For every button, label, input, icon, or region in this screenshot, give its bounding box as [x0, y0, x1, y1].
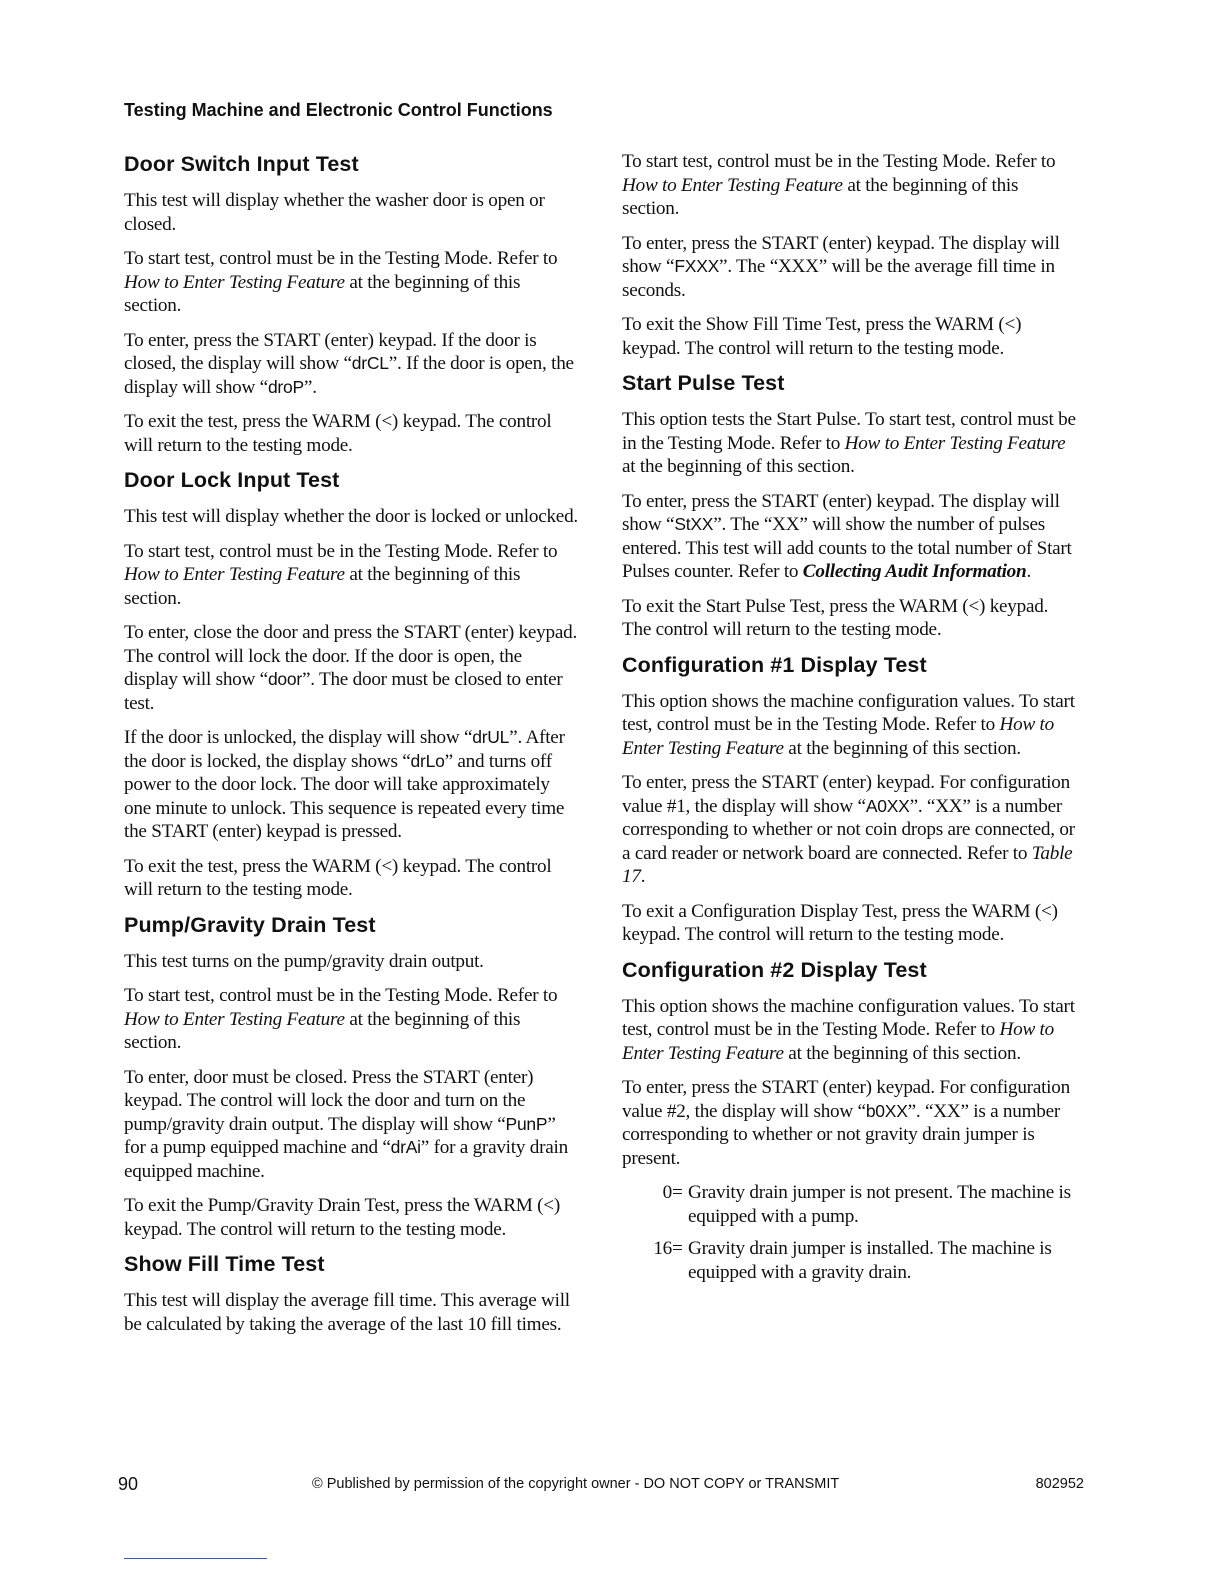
pump-drain-p4: To exit the Pump/Gravity Drain Test, press the WARM (<) keypad. The control will return to the testing mode. [124, 1195, 560, 1240]
door-switch-p1: This test will display whether the washer door is open or closed. [124, 190, 545, 235]
page-footer [118, 1474, 1084, 1494]
start-pulse-heading: Start Pulse Test [622, 371, 785, 395]
door-switch-section [124, 152, 580, 457]
pump-drain-section [124, 913, 580, 1242]
audit-info-link[interactable]: Collecting Audit Information [802, 561, 1027, 582]
list-item-value: 0 [662, 1182, 672, 1203]
left-column [124, 148, 580, 1347]
door-switch-p2: To start test, control must be in the Testing Mode. Refer to How to Enter Testing Feature at the beginning of this section. [124, 248, 558, 316]
list-item [622, 1181, 1078, 1228]
display-code: PunP [505, 1113, 548, 1134]
door-lock-p3: To enter, close the door and press the START (enter) keypad. The control will lock the door. If the door is open, the display will show “door”. The door must be closed to enter test. [124, 622, 577, 714]
display-code: A0XX [865, 795, 910, 816]
start-pulse-section [622, 371, 1078, 642]
list-item-equals: = [672, 1238, 683, 1259]
list-item [622, 1237, 1078, 1284]
list-item-equals: = [672, 1182, 683, 1203]
door-lock-p4: If the door is unlocked, the display will show “drUL”. After the door is locked, the display shows “drLo” and turns off power to the door lock. The door will take approximately one minute to unlock. This sequence is repeated every time the START (enter) keypad is pressed. [124, 727, 565, 842]
display-code: FXXX [674, 256, 720, 276]
testing-feature-link[interactable]: How to Enter Testing Feature [622, 714, 1054, 759]
fill-time-continued [622, 150, 1078, 360]
display-code: b0XX [865, 1100, 908, 1121]
display-code: drCL [351, 353, 389, 373]
running-title: Testing Machine and Electronic Control Functions [124, 100, 553, 120]
list-item-text: Gravity drain jumper is installed. The machine is equipped with a gravity drain. [688, 1238, 1052, 1283]
door-lock-p2: To start test, control must be in the Testing Mode. Refer to How to Enter Testing Feature at the beginning of this section. [124, 540, 558, 609]
config2-value-list [622, 1181, 1078, 1284]
testing-feature-link[interactable]: How to Enter Testing Feature [622, 1019, 1054, 1064]
display-code: StXX [674, 514, 714, 534]
copyright-notice: © Published by permission of the copyright owner - DO NOT COPY or TRANSMIT [312, 1476, 840, 1492]
door-switch-p4: To exit the test, press the WARM (<) keypad. The control will return to the testing mode. [124, 411, 552, 456]
config1-p2: To enter, press the START (enter) keypad. For configuration value #1, the display will show “A0XX”. “XX” is a number corresponding to whether or not coin drops are connected, or a card reader or network board are connected. Refer to Table 17. [622, 772, 1075, 887]
start-pulse-p3: To exit the Start Pulse Test, press the WARM (<) keypad. The control will return to the testing mode. [622, 595, 1049, 640]
table-17-link[interactable]: Table 17 [622, 842, 1073, 887]
config1-p3: To exit a Configuration Display Test, press the WARM (<) keypad. The control will return to the testing mode. [622, 900, 1058, 945]
fill-time-p3: To enter, press the START (enter) keypad. The display will show “FXXX”. The “XXX” will be the average fill time in seconds. [622, 232, 1060, 301]
pump-drain-p2: To start test, control must be in the Testing Mode. Refer to How to Enter Testing Feature at the beginning of this section. [124, 985, 558, 1053]
start-pulse-p2: To enter, press the START (enter) keypad. The display will show “StXX”. The “XX” will show the number of pulses entered. This test will add counts to the total number of Start Pulses counter. Refer to Collecting Audit Information. [622, 490, 1072, 582]
footer-rule [124, 1558, 267, 1559]
config1-section [622, 653, 1078, 947]
display-code: door [267, 669, 302, 689]
config1-heading: Configuration #1 Display Test [622, 652, 927, 677]
door-lock-p5: To exit the test, press the WARM (<) keypad. The control will return to the testing mode. [124, 855, 552, 900]
door-lock-section [124, 468, 580, 902]
pump-drain-p1: This test turns on the pump/gravity drain output. [124, 950, 484, 972]
door-switch-heading: Door Switch Input Test [124, 152, 359, 176]
document-number: 802952 [1035, 1476, 1084, 1492]
list-item-value: 16 [653, 1238, 672, 1259]
list-item-text: Gravity drain jumper is not present. The machine is equipped with a pump. [688, 1182, 1071, 1227]
right-column [622, 150, 1078, 1294]
config2-heading: Configuration #2 Display Test [622, 957, 927, 982]
display-code: drUL [472, 727, 510, 747]
fill-time-p2: To start test, control must be in the Testing Mode. Refer to How to Enter Testing Feature at the beginning of this section. [622, 151, 1056, 219]
fill-time-section [124, 1252, 580, 1336]
config2-section [622, 958, 1078, 1285]
testing-feature-link[interactable]: How to Enter Testing Feature [124, 564, 345, 585]
start-pulse-p1: This option tests the Start Pulse. To start test, control must be in the Testing Mode. Refer to How to Enter Testing Feature at the beginning of this section. [622, 409, 1076, 477]
pump-drain-heading: Pump/Gravity Drain Test [124, 912, 376, 937]
door-lock-heading: Door Lock Input Test [124, 468, 340, 492]
testing-feature-link[interactable]: How to Enter Testing Feature [124, 1008, 345, 1030]
door-lock-p1: This test will display whether the door is locked or unlocked. [124, 506, 578, 527]
config2-p2: To enter, press the START (enter) keypad. For configuration value #2, the display will show “b0XX”. “XX” is a number corresponding to whether or not gravity drain jumper is present. [622, 1077, 1070, 1169]
fill-time-p4: To exit the Show Fill Time Test, press the WARM (<) keypad. The control will return to the testing mode. [622, 314, 1022, 359]
display-code: drAi [390, 1137, 421, 1157]
fill-time-heading: Show Fill Time Test [124, 1252, 325, 1276]
testing-feature-link[interactable]: How to Enter Testing Feature [622, 174, 843, 196]
display-code: drLo [410, 750, 445, 771]
page-number: 90 [118, 1474, 139, 1494]
fill-time-p1: This test will display the average fill time. This average will be calculated by taking the average of the last 10 fill times. [124, 1290, 570, 1335]
config2-p1: This option shows the machine configuration values. To start test, control must be in the Testing Mode. Refer to How to Enter Testing Feature at the beginning of this section. [622, 995, 1075, 1064]
display-code: droP [267, 376, 304, 397]
testing-feature-link[interactable]: How to Enter Testing Feature [844, 432, 1066, 454]
config1-p1: This option shows the machine configuration values. To start test, control must be in the Testing Mode. Refer to How to Enter Testing Feature at the beginning of this section. [622, 690, 1075, 759]
door-switch-p3: To enter, press the START (enter) keypad. If the door is closed, the display will show “drCL”. If the door is open, the display will show “droP”. [124, 329, 574, 398]
pump-drain-p3: To enter, door must be closed. Press the START (enter) keypad. The control will lock the door and turn on the pump/gravity drain output. The display will show “PunP” for a pump equipped machine and “drAi” for a gravity drain equipped machine. [124, 1066, 568, 1182]
testing-feature-link[interactable]: How to Enter Testing Feature [124, 271, 345, 293]
